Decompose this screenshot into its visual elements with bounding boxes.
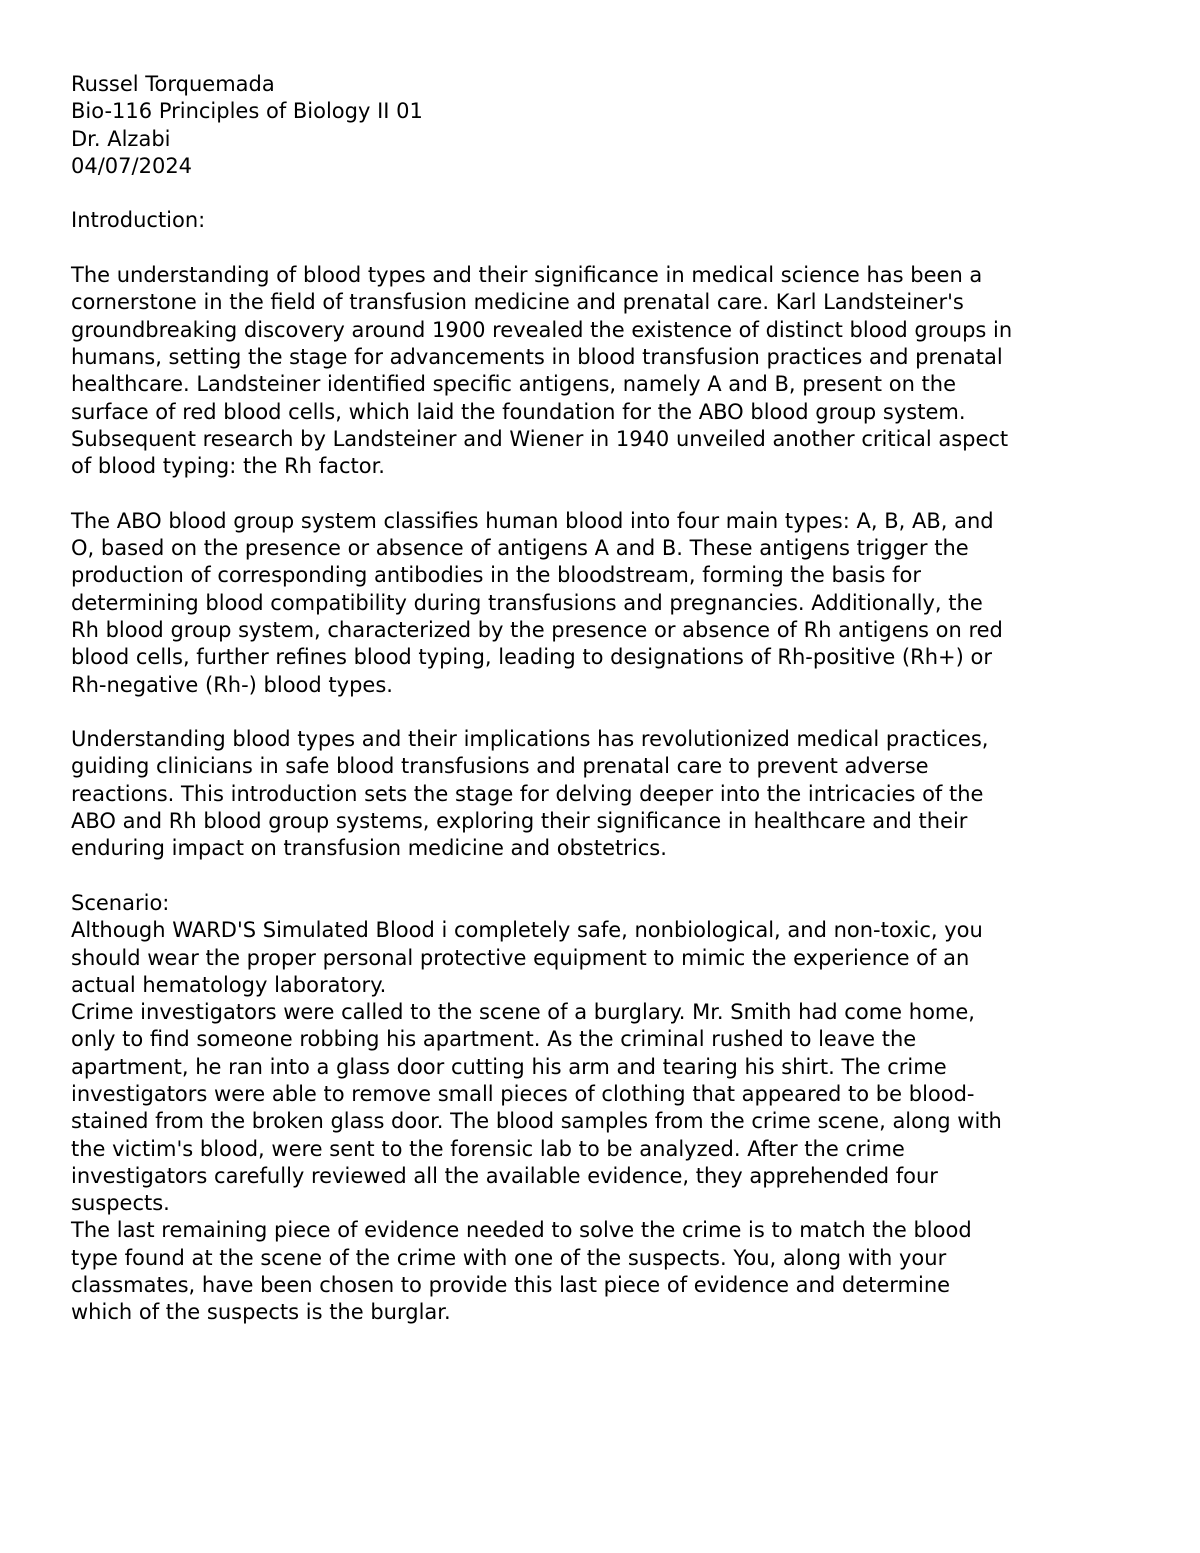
text-line: enduring impact on transfusion medicine and obstetrics.	[71, 836, 667, 861]
text-line: of blood typing: the Rh factor.	[71, 454, 385, 479]
text-line: Although WARD'S Simulated Blood i completely safe, nonbiological, and non-toxic, you	[71, 918, 983, 943]
text-line: only to find someone robbing his apartment. As the criminal rushed to leave the	[71, 1027, 917, 1052]
text-line: guiding clinicians in safe blood transfusions and prenatal care to prevent adverse	[71, 754, 929, 779]
course-title: Bio-116 Principles of Biology II 01	[71, 99, 423, 124]
text-line: Crime investigators were called to the scene of a burglary. Mr. Smith had come home,	[71, 1000, 975, 1025]
text-line: should wear the proper personal protective equipment to mimic the experience of an	[71, 945, 970, 970]
text-line: classmates, have been chosen to provide this last piece of evidence and determine	[71, 1273, 951, 1298]
author-name: Russel Torquemada	[71, 72, 275, 96]
spacer	[71, 180, 1141, 207]
text-line: reactions. This introduction sets the stage for delving deeper into the intricacies of the	[71, 781, 984, 806]
text-line: investigators carefully reviewed all the available evidence, they apprehended four	[71, 1163, 938, 1188]
text-line: O, based on the presence or absence of antigens A and B. These antigens trigger the	[71, 536, 969, 561]
instructor-name: Dr. Alzabi	[71, 126, 171, 151]
text-line: which of the suspects is the burglar.	[71, 1300, 451, 1325]
spacer	[71, 699, 1141, 726]
document-date: 04/07/2024	[71, 153, 193, 178]
text-line: Rh-negative (Rh-) blood types.	[71, 672, 393, 697]
text-line: type found at the scene of the crime with one of the suspects. You, along with your	[71, 1245, 947, 1270]
document-header	[71, 71, 1141, 180]
text-line: determining blood compatibility during transfusions and pregnancies. Additionally, the	[71, 590, 983, 615]
scenario-heading: Scenario:	[71, 890, 170, 915]
introduction-paragraph-1	[71, 262, 1141, 480]
text-line: production of corresponding antibodies in the bloodstream, forming the basis for	[71, 563, 921, 588]
text-line: Understanding blood types and their implications has revolutionized medical practices,	[71, 727, 989, 752]
text-line: apartment, he ran into a glass door cutting his arm and tearing his shirt. The crime	[71, 1054, 947, 1079]
text-line: Subsequent research by Landsteiner and Wiener in 1940 unveiled another critical aspect	[71, 426, 1009, 451]
document-page	[71, 71, 1141, 1327]
text-line: cornerstone in the field of transfusion medicine and prenatal care. Karl Landsteiner's	[71, 290, 964, 315]
text-line: groundbreaking discovery around 1900 revealed the existence of distinct blood groups in	[71, 317, 1013, 342]
text-line: The understanding of blood types and their significance in medical science has been a	[71, 263, 983, 288]
text-line: healthcare. Landsteiner identified specific antigens, namely A and B, present on the	[71, 372, 957, 397]
scenario-paragraph-2	[71, 999, 1141, 1217]
spacer	[71, 863, 1141, 890]
text-line: suspects.	[71, 1191, 170, 1216]
scenario-paragraph-3	[71, 1217, 1141, 1326]
text-line: blood cells, further refines blood typing, leading to designations of Rh-positive (Rh+) or	[71, 645, 992, 670]
text-line: Rh blood group system, characterized by the presence or absence of Rh antigens on red	[71, 617, 1003, 642]
text-line: actual hematology laboratory.	[71, 972, 387, 997]
text-line: surface of red blood cells, which laid the foundation for the ABO blood group system.	[71, 399, 966, 424]
spacer	[71, 480, 1141, 507]
scenario-paragraph-1	[71, 917, 1141, 999]
introduction-paragraph-2	[71, 508, 1141, 699]
text-line: The ABO blood group system classifies human blood into four main types: A, B, AB, and	[71, 508, 994, 533]
text-line: stained from the broken glass door. The blood samples from the crime scene, along with	[71, 1109, 1002, 1134]
spacer	[71, 235, 1141, 262]
text-line: ABO and Rh blood group systems, exploring their significance in healthcare and their	[71, 809, 968, 834]
text-line: the victim's blood, were sent to the forensic lab to be analyzed. After the crime	[71, 1136, 905, 1161]
introduction-heading: Introduction:	[71, 208, 206, 233]
text-line: humans, setting the stage for advancements in blood transfusion practices and prenatal	[71, 344, 1003, 369]
text-line: investigators were able to remove small pieces of clothing that appeared to be blood-	[71, 1081, 975, 1106]
introduction-paragraph-3	[71, 726, 1141, 862]
text-line: The last remaining piece of evidence needed to solve the crime is to match the blood	[71, 1218, 972, 1243]
